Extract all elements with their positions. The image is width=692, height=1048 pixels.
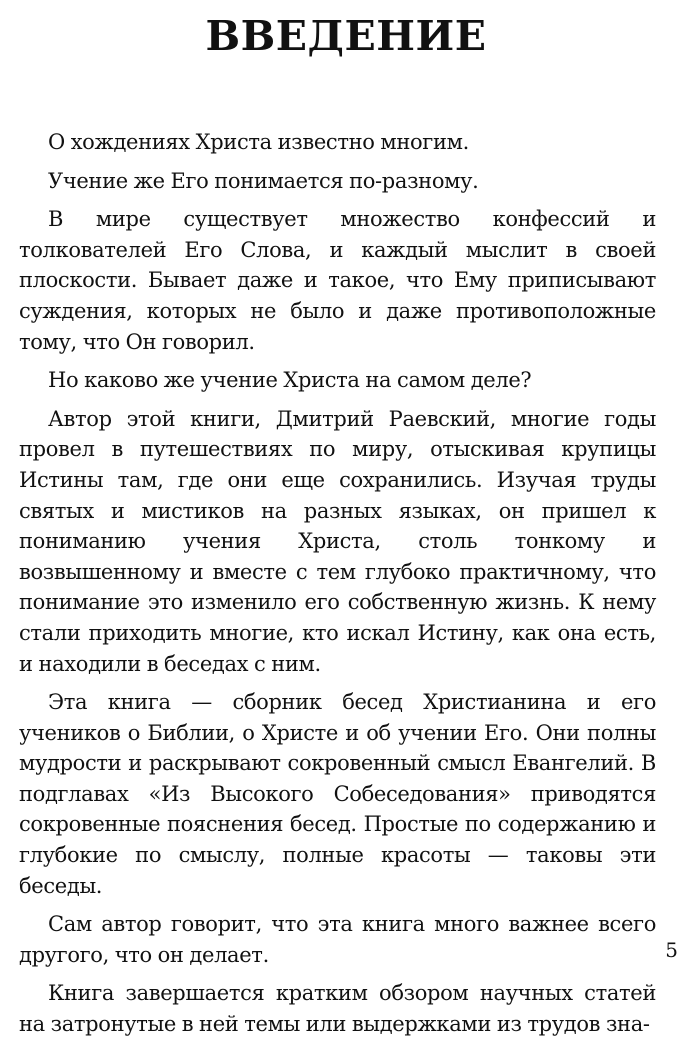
paragraph-2: Учение же Его понимается по-разному. bbox=[48, 168, 479, 193]
page-title: ВВЕДЕНИЕ bbox=[205, 12, 487, 60]
paragraph-3: В мире существует множество конфессий и толкователей Его Слова, и каждый мыслит в своей плоскости. Бывает даже и такое, что Ему приписывают суждения, которых не было и даже противоположные тому, что Он говорил. bbox=[19, 207, 656, 354]
page-number: 5 bbox=[665, 938, 678, 962]
paragraph-7: Сам автор говорит, что эта книга много важнее всего другого, что он делает. bbox=[19, 912, 656, 967]
body-text bbox=[19, 127, 656, 1048]
paragraph-6: Эта книга — сборник бесед Христианина и его учеников о Библии, о Христе и об учении Его. Они полны мудрости и раскрывают сокровенный смысл Евангелий. В подглавах «Из Высокого Собеседования» приводятся сокровенные пояснения бесед. Простые по содержанию и глубокие по смыслу, полные красоты — таковы эти беседы. bbox=[19, 690, 656, 898]
paragraph-1: О хождениях Христа известно многим. bbox=[48, 130, 469, 154]
paragraph-5: Автор этой книги, Дмитрий Раевский, многие годы провел в путешествиях по миру, отыскивая крупицы Истины там, где они еще сохранились. Изучая труды святых и мистиков на разных языках, он пришел к пониманию учения Христа, столь тонкому и возвышенному и вместе с тем глубоко практичному, что понимание это изменило его собственную жизнь. К нему стали приходить многие, кто искал Истину, как она есть, и находили в беседах с ним. bbox=[19, 406, 656, 676]
paragraph-8: Книга завершается кратким обзором научных статей на затронутые в ней темы или выдержками из трудов зна- bbox=[19, 981, 656, 1037]
paragraph-4: Но каково же учение Христа на самом деле? bbox=[48, 368, 532, 393]
